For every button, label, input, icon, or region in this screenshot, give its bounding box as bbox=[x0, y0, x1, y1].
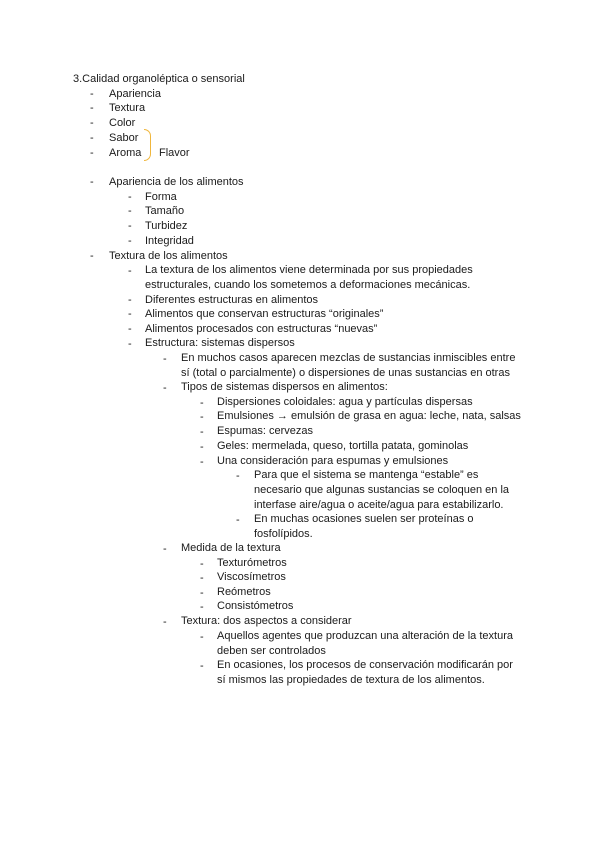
list-dash: - bbox=[200, 601, 204, 613]
list-dash: - bbox=[90, 102, 94, 114]
list-item-continuation: interfase aire/agua o aceite/agua para estabilizarlo. bbox=[254, 499, 504, 511]
list-dash: - bbox=[236, 514, 240, 526]
list-item: Emulsiones → emulsión de grasa en agua: leche, nata, salsas bbox=[217, 410, 521, 422]
list-item: Alimentos procesados con estructuras “nuevas” bbox=[145, 323, 378, 335]
list-item: Tipos de sistemas dispersos en alimentos: bbox=[181, 381, 388, 393]
list-item: Reómetros bbox=[217, 586, 271, 598]
list-dash: - bbox=[200, 397, 204, 409]
list-item: Geles: mermelada, queso, tortilla patata, gominolas bbox=[217, 440, 469, 452]
list-item: Aroma bbox=[109, 147, 142, 159]
list-dash: - bbox=[90, 147, 94, 159]
list-dash: - bbox=[90, 117, 94, 129]
list-dash: - bbox=[200, 441, 204, 453]
list-item: Forma bbox=[145, 191, 177, 203]
list-dash: - bbox=[128, 235, 132, 247]
list-dash: - bbox=[200, 572, 204, 584]
list-item: En muchas ocasiones suelen ser proteínas o bbox=[254, 513, 474, 525]
list-dash: - bbox=[200, 411, 204, 423]
list-item: Consistómetros bbox=[217, 600, 294, 612]
list-dash: - bbox=[163, 382, 167, 394]
flavor-label: Flavor bbox=[159, 147, 190, 159]
list-dash: - bbox=[128, 294, 132, 306]
list-item-continuation: fosfolípidos. bbox=[254, 528, 313, 540]
list-item-continuation: sí mismos las propiedades de textura de los alimentos. bbox=[217, 674, 485, 686]
list-dash: - bbox=[128, 220, 132, 232]
list-item: Medida de la textura bbox=[181, 542, 281, 554]
list-item: Para que el sistema se mantenga “estable” es bbox=[254, 469, 479, 481]
list-item: Apariencia de los alimentos bbox=[109, 176, 244, 188]
list-item: Textura de los alimentos bbox=[109, 250, 228, 262]
section-title: 3.Calidad organoléptica o sensorial bbox=[73, 73, 245, 85]
list-item-continuation: estructurales, cuando los sometemos a deformaciones mecánicas. bbox=[145, 279, 471, 291]
list-dash: - bbox=[163, 543, 167, 555]
list-item: Turbidez bbox=[145, 220, 188, 232]
list-item: Diferentes estructuras en alimentos bbox=[145, 294, 319, 306]
list-dash: - bbox=[128, 191, 132, 203]
list-item-continuation: deben ser controlados bbox=[217, 645, 326, 657]
list-dash: - bbox=[90, 176, 94, 188]
list-item: Integridad bbox=[145, 235, 194, 247]
list-item: Sabor bbox=[109, 132, 139, 144]
list-item: Dispersiones coloidales: agua y partículas dispersas bbox=[217, 396, 473, 408]
list-item: Color bbox=[109, 117, 136, 129]
list-item: Tamaño bbox=[145, 205, 185, 217]
list-dash: - bbox=[128, 205, 132, 217]
list-dash: - bbox=[128, 265, 132, 277]
list-dash: - bbox=[200, 456, 204, 468]
list-item: Estructura: sistemas dispersos bbox=[145, 337, 295, 349]
list-dash: - bbox=[200, 587, 204, 599]
list-item: En ocasiones, los procesos de conservación modificarán por bbox=[217, 659, 513, 671]
list-dash: - bbox=[236, 470, 240, 482]
list-item: Alimentos que conservan estructuras “originales” bbox=[145, 308, 384, 320]
list-item: Una consideración para espumas y emulsiones bbox=[217, 455, 449, 467]
list-dash: - bbox=[128, 338, 132, 350]
list-dash: - bbox=[128, 308, 132, 320]
list-item: La textura de los alimentos viene determinada por sus propiedades bbox=[145, 264, 473, 276]
list-item: Textura: dos aspectos a considerar bbox=[181, 615, 352, 627]
list-dash: - bbox=[200, 426, 204, 438]
list-item: En muchos casos aparecen mezclas de sustancias inmiscibles entre bbox=[181, 352, 516, 364]
list-item: Apariencia bbox=[109, 88, 161, 100]
list-dash: - bbox=[90, 250, 94, 262]
list-item-continuation: necesario que algunas sustancias se coloquen en la bbox=[254, 484, 510, 496]
list-item-continuation: sí (total o parcialmente) o dispersiones de unas sustancias en otras bbox=[181, 367, 510, 379]
list-dash: - bbox=[200, 631, 204, 643]
list-item: Espumas: cervezas bbox=[217, 425, 313, 437]
flavor-brace bbox=[144, 129, 151, 161]
list-dash: - bbox=[90, 88, 94, 100]
list-dash: - bbox=[90, 132, 94, 144]
list-dash: - bbox=[200, 660, 204, 672]
list-dash: - bbox=[128, 323, 132, 335]
list-dash: - bbox=[163, 616, 167, 628]
list-item: Textura bbox=[109, 102, 146, 114]
list-item: Aquellos agentes que produzcan una alteración de la textura bbox=[217, 630, 513, 642]
list-dash: - bbox=[200, 558, 204, 570]
list-item: Viscosímetros bbox=[217, 571, 286, 583]
list-item: Texturómetros bbox=[217, 557, 287, 569]
list-dash: - bbox=[163, 353, 167, 365]
